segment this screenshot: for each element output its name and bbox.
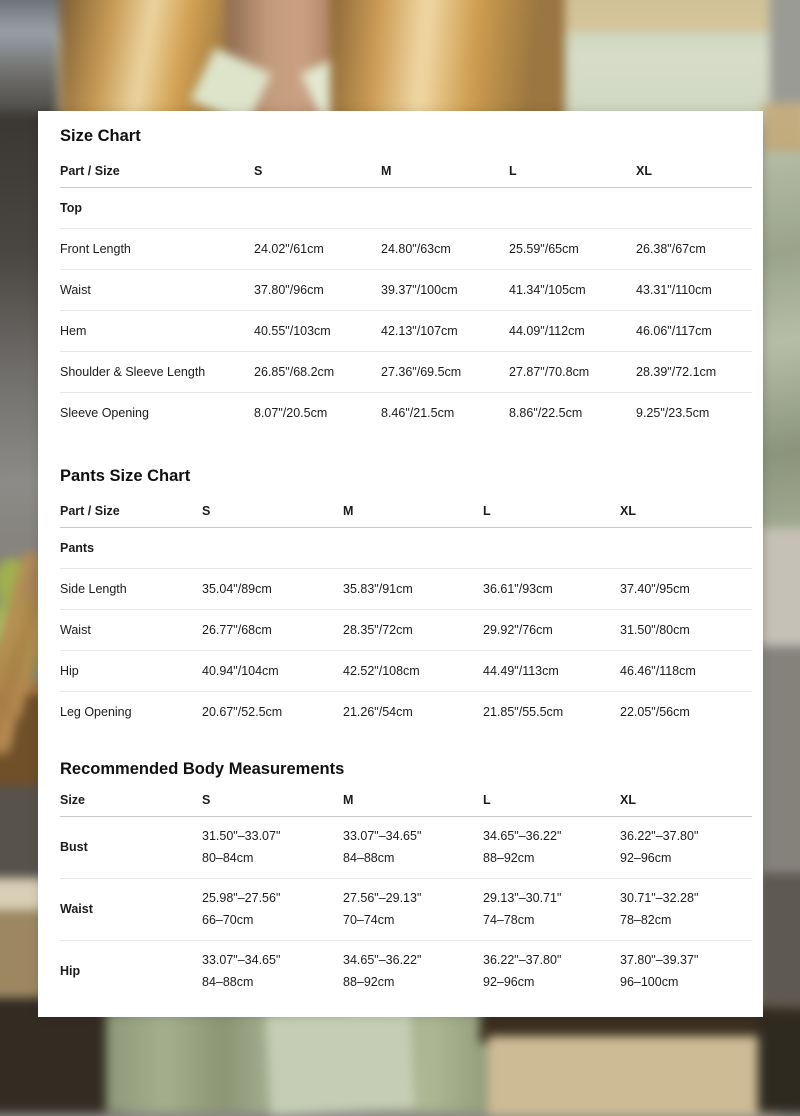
measurement-value: 28.35"/72cm [343, 609, 483, 650]
dark-ground-bottom-right [758, 1013, 800, 1113]
sage-sleeve-right [760, 103, 800, 535]
light-stone-right [760, 528, 800, 650]
measurement-value: 24.02"/61cm [254, 228, 381, 269]
measurement-value: 41.34"/105cm [509, 269, 636, 310]
pants-size-chart-title: Pants Size Chart [60, 467, 191, 485]
measurement-value: 42.13"/107cm [381, 310, 509, 351]
table-row [60, 351, 752, 392]
measurement-value: 26.77"/68cm [202, 609, 343, 650]
hair-tip-right [763, 103, 800, 151]
measurement-value: 21.26"/54cm [343, 704, 413, 719]
column-header-row [60, 145, 752, 187]
column-header: S [202, 485, 343, 527]
row-label: Hem [60, 310, 254, 351]
table-row [60, 228, 752, 269]
measurement-value: 8.86"/22.5cm [509, 405, 583, 420]
measurement-value: 27.36"/69.5cm [381, 351, 509, 392]
measurement-value: 24.80"/63cm [381, 228, 509, 269]
table-row [60, 878, 752, 940]
body-measurements-table [60, 778, 752, 1002]
measurement-value: 34.65"–36.22" 88–92cm [343, 953, 422, 990]
column-header: M [343, 485, 483, 527]
column-header: Part / Size [60, 485, 202, 527]
row-label: Waist [60, 609, 202, 650]
table-row [60, 310, 752, 351]
measurement-value: 40.94"/104cm [202, 650, 343, 691]
column-header: XL [620, 485, 752, 527]
measurement-value: 39.37"/100cm [381, 269, 509, 310]
measurement-value: 35.83"/91cm [343, 568, 483, 609]
column-header: L [509, 145, 636, 187]
row-label: Side Length [60, 568, 202, 609]
pants-size-chart-table [60, 485, 752, 732]
measurement-value: 30.71"–32.28" 78–82cm [620, 878, 752, 940]
column-header: M [381, 145, 509, 187]
column-header: L [483, 485, 620, 527]
row-label: Hip [60, 650, 202, 691]
row-label: Waist [60, 269, 254, 310]
measurement-value: 36.22"–37.80" 92–96cm [620, 816, 752, 878]
table-row [60, 568, 752, 609]
measurement-value: 25.98"–27.56" 66–70cm [202, 878, 343, 940]
measurement-value: 33.07"–34.65" 84–88cm [343, 816, 483, 878]
measurement-value: 28.39"/72.1cm [636, 351, 752, 392]
measurement-value: 35.04"/89cm [202, 568, 343, 609]
table-row [60, 392, 752, 433]
column-header: XL [620, 778, 752, 816]
column-header-row [60, 485, 752, 527]
section-row [60, 187, 752, 228]
table-row [60, 269, 752, 310]
column-header: Part / Size [60, 145, 254, 187]
measurement-value: 31.50"/80cm [620, 609, 752, 650]
table-row [60, 609, 752, 650]
table-row [60, 691, 752, 732]
row-label: Waist [60, 878, 202, 940]
blonde-hair-right [330, 0, 565, 125]
measurement-value: 26.38"/67cm [636, 228, 752, 269]
granite-right [760, 646, 800, 878]
measurement-value: 26.85"/68.2cm [254, 351, 381, 392]
size-chart-section [60, 128, 763, 433]
measurement-value: 29.92"/76cm [483, 609, 620, 650]
measurement-value: 22.05"/56cm [620, 704, 690, 719]
measurement-value: 29.13"–30.71" 74–78cm [483, 878, 620, 940]
section-row-label: Pants [60, 527, 752, 568]
table-row [60, 816, 752, 878]
column-header: L [483, 778, 620, 816]
measurement-value: 27.87"/70.8cm [509, 351, 636, 392]
section-row-label: Top [60, 187, 752, 228]
measurement-value: 34.65"–36.22" 88–92cm [483, 816, 620, 878]
measurement-value: 37.40"/95cm [620, 568, 752, 609]
row-label: Bust [60, 816, 202, 878]
pants-size-chart-section [60, 468, 763, 732]
measurement-value: 44.09"/112cm [509, 310, 636, 351]
measurement-value: 37.80"/96cm [254, 269, 381, 310]
measurement-value: 36.61"/93cm [483, 568, 620, 609]
measurement-value: 42.52"/108cm [343, 650, 483, 691]
pebble-path-bottom [488, 1036, 778, 1116]
measurement-value: 37.80"–39.37" 96–100cm [620, 953, 699, 990]
section-row [60, 527, 752, 568]
dark-granite-right [760, 873, 800, 1025]
column-header: S [254, 145, 381, 187]
measurement-value: 33.07"–34.65" 84–88cm [202, 953, 281, 990]
body-measurements-title: Recommended Body Measurements [60, 760, 345, 778]
measurement-value: 44.49"/113cm [483, 650, 620, 691]
size-chart-table [60, 145, 752, 433]
column-header: XL [636, 145, 752, 187]
row-label: Sleeve Opening [60, 405, 149, 420]
measurement-value: 46.06"/117cm [636, 310, 752, 351]
measurement-value: 46.46"/118cm [620, 650, 752, 691]
column-header: M [343, 778, 483, 816]
body-measurements-section [60, 761, 763, 1002]
measurement-value: 8.46"/21.5cm [381, 405, 455, 420]
measurement-value: 8.07"/20.5cm [254, 405, 328, 420]
measurement-value: 21.85"/55.5cm [483, 704, 564, 719]
row-label: Shoulder & Sleeve Length [60, 351, 254, 392]
row-label: Leg Opening [60, 704, 132, 719]
table-row [60, 650, 752, 691]
row-label: Hip [60, 964, 81, 979]
column-header: S [202, 778, 343, 816]
sage-skirt-highlight [265, 1006, 415, 1115]
hair-wisp [563, 0, 773, 32]
column-header: Size [60, 778, 202, 816]
measurement-value: 40.55"/103cm [254, 310, 381, 351]
row-label: Front Length [60, 228, 254, 269]
size-chart-title: Size Chart [60, 127, 141, 145]
table-row [60, 940, 752, 1002]
size-chart-card [38, 111, 763, 1017]
measurement-value: 20.67"/52.5cm [202, 704, 283, 719]
measurement-value: 9.25"/23.5cm [636, 405, 710, 420]
measurement-value: 36.22"–37.80" 92–96cm [483, 953, 562, 990]
measurement-value: 31.50"–33.07" 80–84cm [202, 816, 343, 878]
measurement-value: 27.56"–29.13" 70–74cm [343, 878, 483, 940]
measurement-value: 43.31"/110cm [636, 269, 752, 310]
measurement-value: 25.59"/65cm [509, 228, 636, 269]
column-header-row [60, 778, 752, 816]
